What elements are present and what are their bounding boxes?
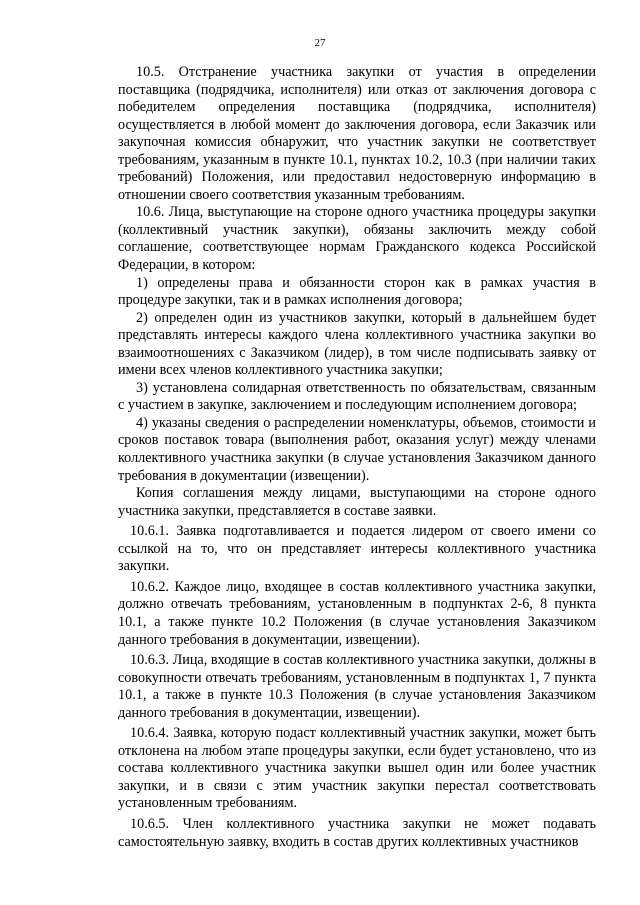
page-number: 27	[314, 37, 326, 49]
paragraph-10-6-4: 10.6.4. Заявка, которую подаст коллективный участник закупки, может быть отклонена на любом этапе процедуры закупки, если будет установлено, что из состава коллективного участника закупки вышел один или более участник закупки, и в связи с этим участник закупки перестал соответствовать установленным требованиям.	[118, 725, 596, 812]
paragraph-10-6-3: 10.6.3. Лица, входящие в состав коллективного участника закупки, должны в совокупности отвечать требованиям, установленным в подпунктах 1, 7 пункта 10.1, а также в пункте 10.3 Положения (в случае установления Заказчиком данного требования в документации, извещении).	[118, 652, 596, 721]
paragraph-10-6-5: 10.6.5. Член коллективного участника закупки не может подавать самостоятельную заявку, входить в состав других коллективных участников	[118, 815, 596, 850]
list-item-1: 1) определены права и обязанности сторон как в рамках участия в процедуре закупки, так и в рамках исполнения договора;	[118, 274, 596, 309]
list-item-4: 4) указаны сведения о распределении номенклатуры, объемов, стоимости и сроков поставок товара (выполнения работ, оказания услуг) между членами коллективного участника закупки (в случае установления Заказчиком данного требования в документации (извещении).	[118, 414, 596, 484]
list-item-2: 2) определен один из участников закупки, который в дальнейшем будет представлять интересы каждого члена коллективного участника закупки во взаимоотношениях с Заказчиком (лидер), в том числе подписывать заявку от имени всех членов коллективного участника закупки;	[118, 309, 596, 379]
paragraph-10-6-1: 10.6.1. Заявка подготавливается и подается лидером от своего имени со ссылкой на то, что он представляет интересы коллективного участника закупки.	[118, 523, 596, 575]
paragraph-10-5: 10.5. Отстранение участника закупки от участия в определении поставщика (подрядчика, исполнителя) или отказ от заключения договора с победителем определения поставщика (подрядчика, исполнителя) осуществляется в любой момент до заключения договора, если Заказчик или закупочная комиссия обнаружит, что участник закупки не соответствует требованиям, указанным в пункте 10.1, пунктах 10.2, 10.3 (при наличии таких требований) Положения, или предоставил недостоверную информацию в отношении своего соответствия указанным требованиям.	[118, 64, 596, 203]
paragraph-10-6: 10.6. Лица, выступающие на стороне одного участника процедуры закупки (коллективный участник закупки), обязаны заключить между собой соглашение, соответствующее нормам Гражданского кодекса Российской Федерации, в котором:	[118, 204, 596, 274]
list-item-3: 3) установлена солидарная ответственность по обязательствам, связанным с участием в закупке, заключением и последующим исполнением договора;	[118, 379, 596, 414]
document-body	[118, 64, 596, 851]
paragraph-agreement-copy: Копия соглашения между лицами, выступающими на стороне одного участника закупки, представляется в составе заявки.	[118, 485, 596, 519]
paragraph-10-6-2: 10.6.2. Каждое лицо, входящее в состав коллективного участника закупки, должно отвечать требованиям, установленным в подпунктах 2-6, 8 пункта 10.1, а также пункте 10.2 Положения (в случае установления Заказчиком данного требования в документации, извещении).	[118, 578, 596, 648]
